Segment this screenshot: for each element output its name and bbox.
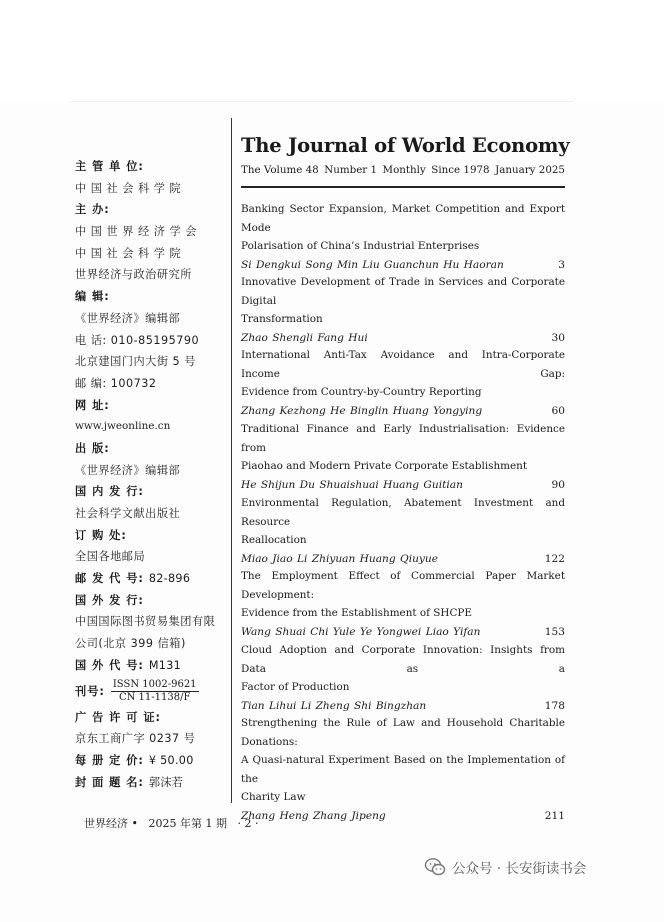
- foreign-distributor-1: 中国国际图书贸易集团有限: [75, 615, 216, 629]
- postal-code-label: 邮 发 代 号:: [75, 572, 144, 586]
- ad-license-label: 广 告 许 可 证:: [75, 710, 161, 724]
- article-page: 90: [551, 478, 565, 491]
- article-title-line: Evidence from Country-by-Country Reporting: [241, 386, 482, 398]
- article-byline: [241, 697, 565, 716]
- cover-label: 封 面 题 名:: [75, 775, 144, 789]
- article-title-line: Charity Law: [241, 791, 306, 803]
- article-byline: [241, 329, 565, 348]
- article-title-line: Transformation: [241, 313, 323, 325]
- price-label: 每 册 定 价:: [75, 753, 144, 767]
- wechat-icon: [424, 856, 446, 878]
- foreign-code: M131: [148, 658, 182, 672]
- article-authors: Wang Shuai Chi Yule Ye Yongwei Liao Yifan: [241, 625, 481, 638]
- article-byline: [241, 550, 565, 569]
- article-title-line: Piaohao and Modern Private Corporate Establishment: [241, 460, 528, 472]
- article-title-line: Factor of Production: [241, 681, 350, 693]
- order-location: 全国各地邮局: [75, 550, 146, 564]
- journal-meta: [241, 164, 565, 176]
- meta-volume: The Volume 48: [241, 164, 319, 176]
- foreign-code-label: 国 外 代 号:: [75, 658, 144, 672]
- article-byline: [241, 476, 565, 495]
- host-1: 中 国 世 界 经 济 学 会: [75, 225, 197, 239]
- cn-number: CN 11-1138/F: [118, 692, 191, 703]
- issn-number: ISSN 1002-9621: [112, 679, 197, 690]
- issn-row: [75, 677, 235, 707]
- article-authors: Si Dengkui Song Min Liu Guanchun Hu Haoran: [241, 258, 504, 271]
- article-title-line: Reallocation: [241, 534, 307, 546]
- foreign-label: 国 外 发 行:: [75, 593, 144, 607]
- article-title-line: International Anti-Tax Avoidance and Intra-Corporate Income Gap:: [241, 349, 565, 380]
- price: ¥ 50.00: [148, 753, 194, 767]
- cover-row: [75, 772, 235, 794]
- article-title-line: A Quasi-natural Experiment Based on the Implementation of the: [241, 754, 565, 785]
- meta-number: Number 1: [324, 164, 378, 176]
- domestic-distributor: 社会科学文献出版社: [75, 507, 181, 520]
- page-footer: [84, 815, 258, 831]
- journal-title: The Journal of World Economy: [241, 134, 570, 157]
- sponsor-label: 主 管 单 位:: [75, 160, 144, 173]
- article-title-line: Strengthening the Rule of Law and Household Charitable Donations:: [241, 717, 565, 748]
- article-page: 122: [544, 552, 565, 565]
- ad-license: 京东工商广字 0237 号: [75, 732, 196, 746]
- article-byline: [241, 256, 565, 275]
- article-1[interactable]: [241, 200, 565, 274]
- article-byline: [241, 623, 565, 642]
- article-title-line: Polarisation of China’s Industrial Enterprises: [241, 240, 480, 252]
- article-5[interactable]: [241, 494, 565, 568]
- host-3: 世界经济与政治研究所: [75, 268, 192, 282]
- order-label: 订 购 处:: [75, 528, 127, 542]
- cover-calligrapher: 郭沫若: [148, 775, 184, 789]
- article-title-line: The Employment Effect of Commercial Paper Market Development:: [241, 570, 565, 601]
- editor: 《世界经济》编辑部: [75, 311, 181, 325]
- web-label: 网 址:: [75, 398, 110, 412]
- issn-label: 刊号:: [75, 684, 105, 698]
- article-byline: [241, 402, 565, 421]
- article-title-line: Traditional Finance and Early Industrialisation: Evidence from: [241, 423, 565, 454]
- phone: 电 话: 010-85195790: [75, 333, 200, 347]
- article-page: 153: [544, 625, 565, 638]
- article-authors: Zhang Heng Zhang Jipeng: [241, 809, 386, 822]
- meta-date: January 2025: [495, 164, 565, 176]
- article-8[interactable]: [241, 714, 565, 825]
- article-authors: Tian Lihui Li Zheng Shi Bingzhan: [241, 699, 427, 712]
- footer-issue: 2025 年第 1 期: [148, 817, 227, 830]
- article-title-line: Environmental Regulation, Abatement Investment and Resource: [241, 497, 565, 528]
- article-2[interactable]: [241, 273, 565, 347]
- price-row: [75, 750, 235, 772]
- imprint-column: [75, 156, 235, 793]
- foreign-distributor-2: 公司(北京 399 信箱): [75, 637, 186, 651]
- article-authors: Miao Jiao Li Zhiyuan Huang Qiuyue: [241, 552, 438, 565]
- postal-code: 82-896: [148, 572, 191, 586]
- address: 北京建国门内大街 5 号: [75, 355, 196, 369]
- postal-code-row: [75, 568, 235, 590]
- article-title-line: Innovative Development of Trade in Services and Corporate Digital: [241, 276, 565, 307]
- article-authors: Zhang Kezhong He Binglin Huang Yongying: [241, 404, 483, 417]
- header-rule: [241, 186, 565, 188]
- article-page: 211: [544, 809, 565, 822]
- article-4[interactable]: [241, 420, 565, 494]
- article-page: 178: [544, 699, 565, 712]
- website-link[interactable]: www.jweonline.cn: [75, 420, 171, 433]
- issn-fraction: [111, 679, 199, 704]
- meta-frequency: Monthly: [382, 164, 426, 176]
- editor-label: 编 辑:: [75, 290, 110, 304]
- article-7[interactable]: [241, 641, 565, 715]
- article-title-line: Evidence from the Establishment of SHCPE: [241, 607, 472, 619]
- foreign-code-row: [75, 655, 235, 677]
- top-margin: [0, 0, 664, 102]
- sponsor: 中 国 社 会 科 学 院: [75, 181, 182, 195]
- meta-since: Since 1978: [431, 164, 490, 176]
- article-authors: Zhao Shengli Fang Hui: [241, 331, 368, 344]
- article-authors: He Shijun Du Shuaishuai Huang Guitian: [241, 478, 463, 491]
- publisher: 《世界经济》编辑部: [75, 463, 181, 477]
- host-2: 中 国 社 会 科 学 院: [75, 246, 182, 260]
- publisher-label: 出 版:: [75, 441, 110, 455]
- footer-page: · 2 ·: [237, 817, 259, 830]
- article-page: 60: [551, 404, 565, 417]
- postcode: 邮 编: 100732: [75, 376, 157, 390]
- article-page: 30: [551, 331, 565, 344]
- article-title-line: Cloud Adoption and Corporate Innovation: Insights from Data as a: [241, 644, 565, 675]
- watermark: [424, 856, 586, 878]
- vertical-divider: [231, 118, 232, 803]
- article-page: 3: [558, 258, 565, 271]
- host-label: 主 办:: [75, 203, 110, 217]
- watermark-text: 公众号 · 长安街读书会: [452, 861, 587, 877]
- domestic-label: 国 内 发 行:: [75, 485, 144, 499]
- article-3[interactable]: [241, 346, 565, 420]
- article-title-line: Banking Sector Expansion, Market Competition and Export Mode: [241, 203, 565, 234]
- footer-journal: 世界经济 •: [84, 817, 138, 830]
- article-6[interactable]: [241, 567, 565, 641]
- article-byline: [241, 807, 565, 826]
